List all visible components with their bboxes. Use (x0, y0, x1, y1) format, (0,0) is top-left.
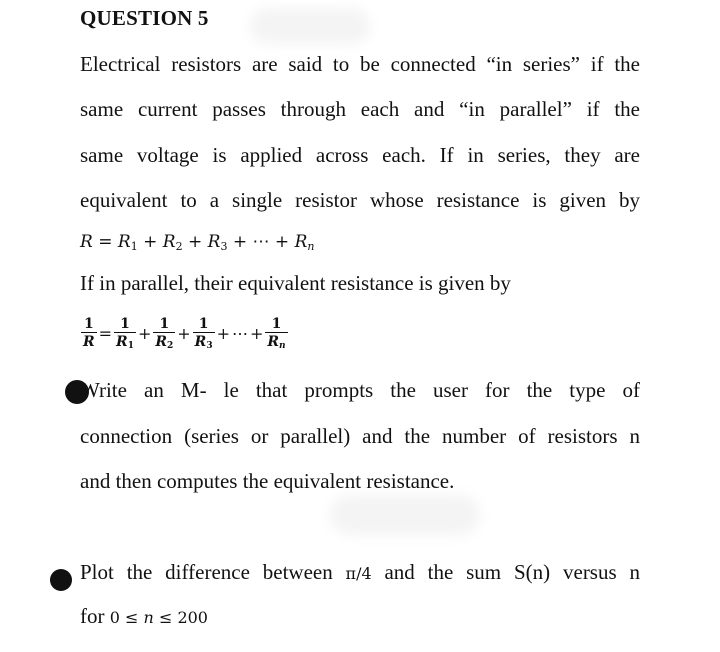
pi-over-4: π/4 (345, 564, 372, 583)
fraction-lhs: $\frac{1}{R}$ (83, 316, 95, 350)
fraction-r1: $\frac{1}{R_1}$ (116, 316, 134, 351)
intro-line-2: same current passes through each and “in parallel” if the (80, 97, 640, 121)
fraction-rn: $\frac{1}{R_n}$ (267, 316, 286, 351)
fraction-r3: $\frac{1}{R_3}$ (194, 316, 213, 351)
intro-line-1: Electrical resistors are said to be connected “in series” if the (80, 52, 640, 76)
smudge-middle (330, 495, 480, 535)
smudge-top (250, 8, 370, 44)
task2-line-2: for 0 ≤ n ≤ 200 (80, 604, 208, 628)
term-r3: $R_3$ (207, 232, 228, 253)
term-rn: $R_n$ (294, 232, 315, 253)
task2-line-1: Plot the difference between π/4 and the sum S(n) versus n (80, 560, 640, 584)
task1-line-1: Write an M- le that prompts the user for the type of (80, 378, 640, 402)
term-r1: $R_1$ (117, 232, 138, 253)
series-formula: $R = R_1 + R_2 + R_3$ + ⋯ + $R_n$ (80, 232, 315, 253)
parallel-formula: $\frac{1}{R}$ = $\frac{1}{R_1}$ + $\frac{1}{R_2}$ + $\frac{1}{R_3}$ + ⋯ + $\frac{1}{R_n}$ (83, 316, 286, 351)
range-expression: 0 ≤ n ≤ 200 (109, 608, 208, 627)
fraction-r2: $\frac{1}{R_2}$ (155, 316, 174, 351)
bullet-task-2 (50, 569, 72, 591)
question-heading: QUESTION 5 (80, 6, 209, 30)
intro-line-3: same voltage is applied across each. If in series, they are (80, 143, 640, 167)
term-r2: $R_2$ (162, 232, 183, 253)
task1-line-3: and then computes the equivalent resistance. (80, 469, 455, 493)
formula-lhs: R (80, 232, 93, 252)
parallel-intro-line: If in parallel, their equivalent resistance is given by (80, 271, 511, 295)
task1-line-2: connection (series or parallel) and the number of resistors n (80, 424, 640, 448)
intro-line-4: equivalent to a single resistor whose resistance is given by (80, 188, 640, 212)
